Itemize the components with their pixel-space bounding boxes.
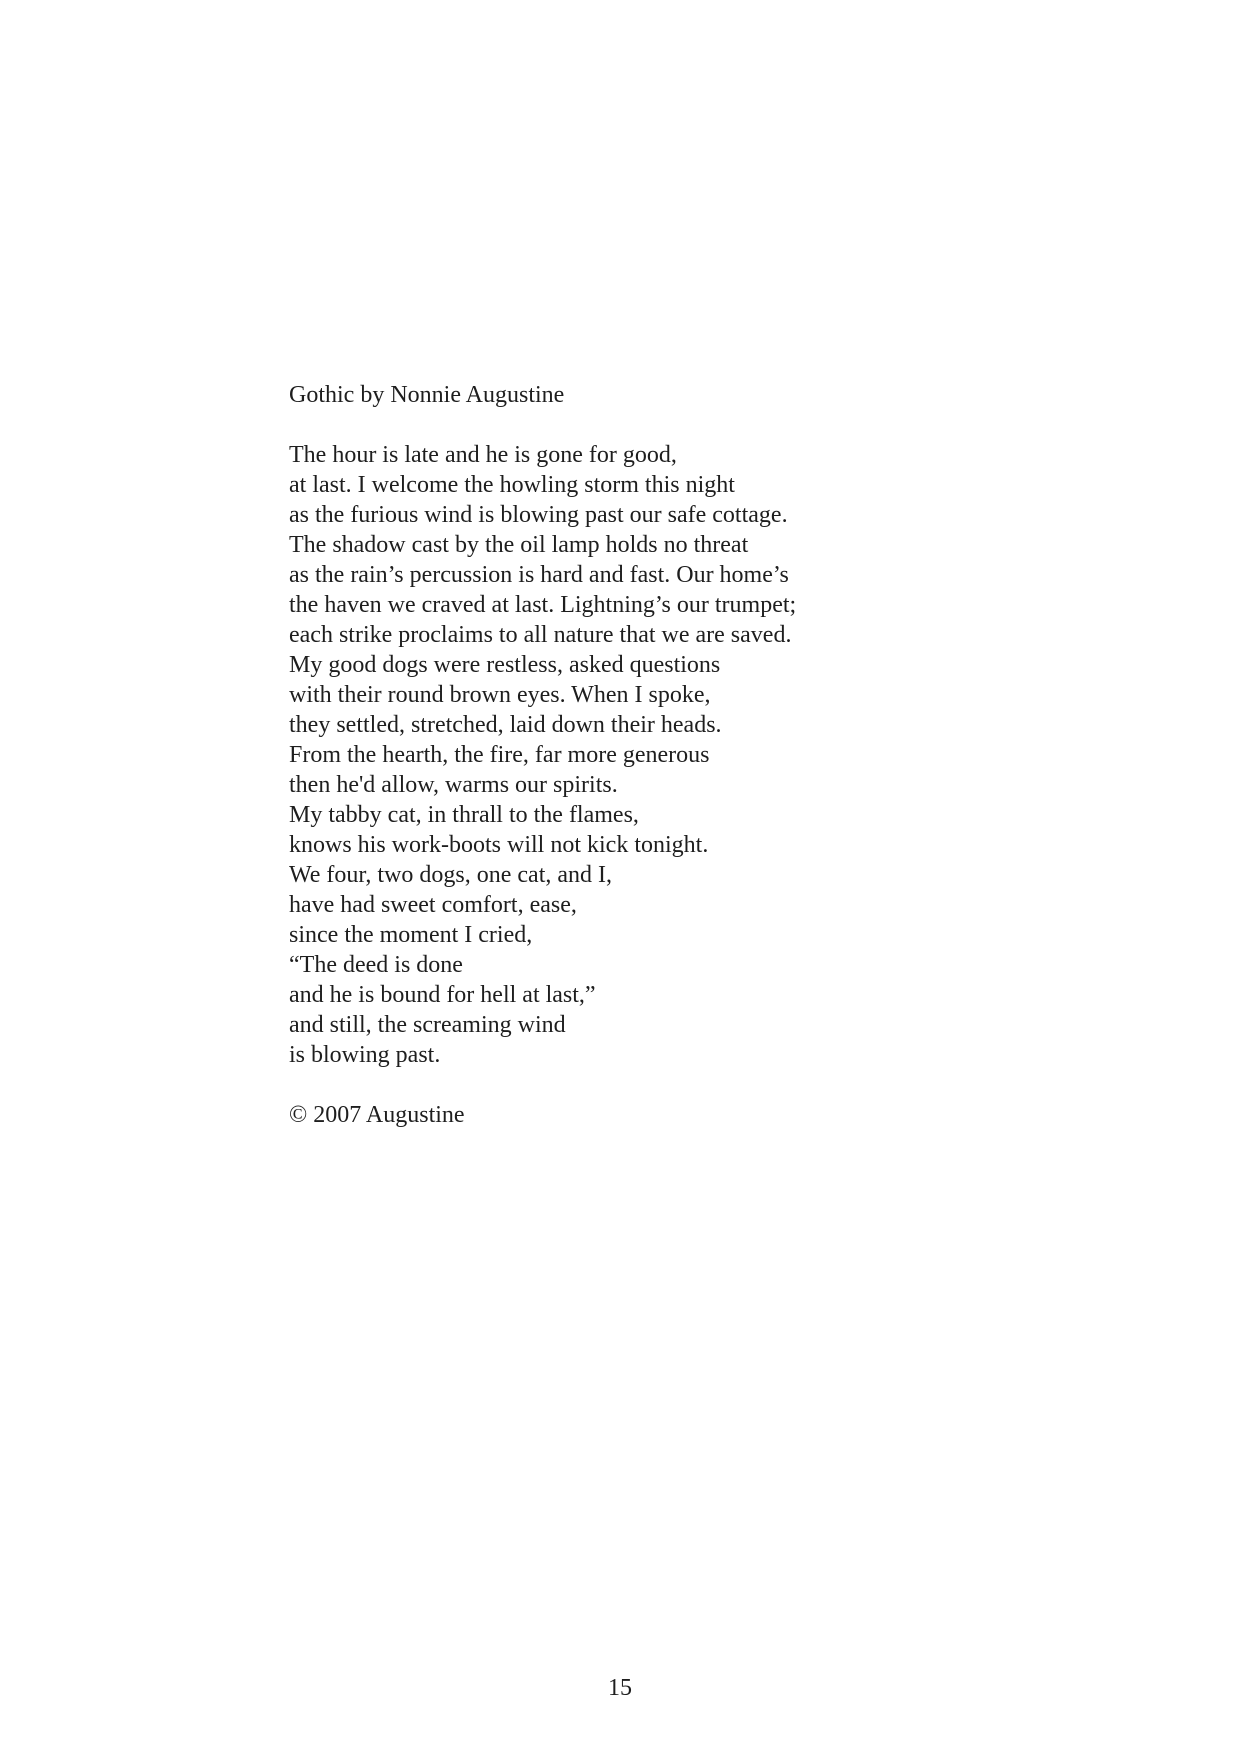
poem-line: My tabby cat, in thrall to the flames, — [289, 802, 639, 828]
poem-line: the haven we craved at last. Lightning’s our trumpet; — [289, 592, 797, 618]
poem-line: as the rain’s percussion is hard and fast. Our home’s — [289, 562, 789, 588]
poem-title: Gothic by Nonnie Augustine — [289, 382, 565, 408]
poem-line: at last. I welcome the howling storm this night — [289, 472, 735, 498]
poem-line: We four, two dogs, one cat, and I, — [289, 862, 613, 888]
poem-line: “The deed is done — [289, 952, 463, 978]
poem-line: and still, the screaming wind — [289, 1012, 566, 1038]
poem-line: they settled, stretched, laid down their heads. — [289, 712, 722, 738]
poem-line: as the furious wind is blowing past our safe cottage. — [289, 502, 788, 528]
poem-line: with their round brown eyes. When I spoke, — [289, 682, 711, 708]
poem-line: and he is bound for hell at last,” — [289, 982, 596, 1008]
copyright-notice: © 2007 Augustine — [289, 1102, 465, 1128]
poem-line: knows his work-boots will not kick tonight. — [289, 832, 709, 858]
poem-line: since the moment I cried, — [289, 922, 533, 948]
poem-line: each strike proclaims to all nature that we are saved. — [289, 622, 792, 648]
poem-line: The shadow cast by the oil lamp holds no threat — [289, 532, 749, 558]
poem-line: My good dogs were restless, asked questions — [289, 652, 721, 678]
page-number: 15 — [608, 1675, 632, 1701]
poem-line: is blowing past. — [289, 1042, 441, 1068]
poem-line: The hour is late and he is gone for good, — [289, 442, 677, 468]
poem-line: have had sweet comfort, ease, — [289, 892, 577, 918]
poem-text — [289, 440, 1049, 1070]
poem-line: then he'd allow, warms our spirits. — [289, 772, 618, 798]
poem-block — [289, 380, 1049, 1130]
poem-line: From the hearth, the fire, far more generous — [289, 742, 710, 768]
